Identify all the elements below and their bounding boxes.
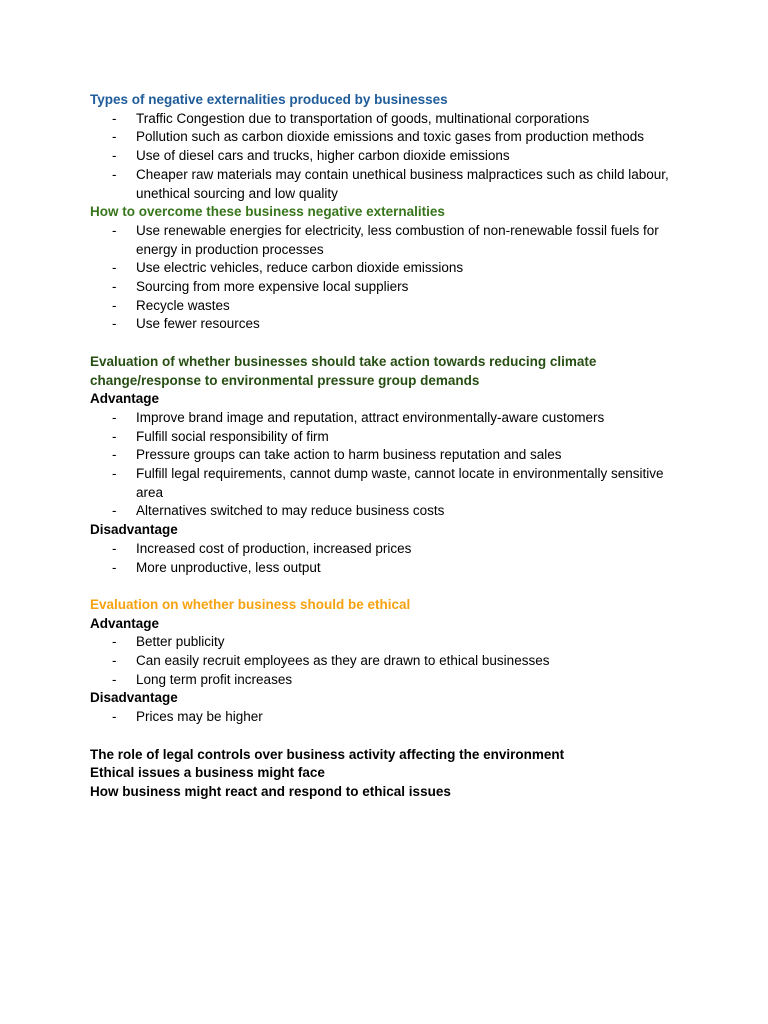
bullet-dash: - [112, 222, 117, 238]
list-item [90, 166, 690, 203]
advantage-label: Advantage [90, 391, 160, 407]
list-item [90, 315, 690, 334]
bullet-dash: - [112, 540, 117, 556]
bullet-dash: - [112, 709, 117, 725]
spacer [90, 727, 690, 746]
list-item-text: Can easily recruit employees as they are drawn to ethical businesses [136, 653, 550, 669]
overcome-externalities-list [90, 222, 690, 334]
list-item [90, 409, 690, 428]
climate-disadvantages-list [90, 540, 690, 577]
bullet-dash: - [112, 260, 117, 276]
bullet-dash: - [112, 110, 117, 126]
bullet-dash: - [112, 316, 117, 332]
ethical-advantages-list [90, 633, 690, 689]
list-item-text: Use fewer resources [136, 316, 260, 332]
list-item [90, 428, 690, 447]
bullet-dash: - [112, 409, 117, 425]
list-item-text: Improve brand image and reputation, attract environmentally-aware customers [136, 409, 605, 425]
list-item [90, 633, 690, 652]
bullet-dash: - [112, 129, 117, 145]
list-item [90, 652, 690, 671]
heading-respond-ethical-issues: How business might react and respond to ethical issues [90, 783, 451, 799]
list-item [90, 259, 690, 278]
bullet-dash: - [112, 634, 117, 650]
list-item [90, 297, 690, 316]
heading-legal-controls: The role of legal controls over business activity affecting the environment [90, 746, 565, 762]
bullet-dash: - [112, 279, 117, 295]
list-item-text: Traffic Congestion due to transportation of goods, multinational corporations [136, 110, 590, 126]
spacer [90, 577, 690, 596]
list-item-text: Use renewable energies for electricity, less combustion of non-renewable fossil fuels for energy in production processes [136, 222, 659, 257]
list-item [90, 128, 690, 147]
bullet-dash: - [112, 428, 117, 444]
section-title-climate-change-evaluation: Evaluation of whether businesses should take action towards reducing climate change/response to environmental pressure group demands [90, 353, 597, 388]
section-title-ethical-evaluation: Evaluation on whether business should be ethical [90, 596, 411, 612]
bullet-dash: - [112, 297, 117, 313]
list-item-text: Cheaper raw materials may contain unethical business malpractices such as child labour, unethical sourcing and low quality [136, 166, 669, 201]
list-item-text: Prices may be higher [136, 709, 263, 725]
list-item [90, 465, 690, 502]
list-item [90, 671, 690, 690]
list-item [90, 502, 690, 521]
list-item [90, 540, 690, 559]
bullet-dash: - [112, 671, 117, 687]
list-item-text: Pollution such as carbon dioxide emissions and toxic gases from production methods [136, 129, 645, 145]
section-title-negative-externalities: Types of negative externalities produced by businesses [90, 92, 448, 107]
ethical-disadvantages-list [90, 708, 690, 727]
list-item [90, 446, 690, 465]
bullet-dash: - [112, 559, 117, 575]
list-item [90, 147, 690, 166]
bullet-dash: - [112, 503, 117, 519]
list-item-text: Recycle wastes [136, 297, 230, 313]
list-item-text: Alternatives switched to may reduce business costs [136, 503, 445, 519]
bullet-dash: - [112, 447, 117, 463]
list-item-text: More unproductive, less output [136, 559, 321, 575]
bullet-dash: - [112, 148, 117, 164]
section-title-overcome-externalities: How to overcome these business negative externalities [90, 204, 445, 220]
list-item-text: Long term profit increases [136, 671, 293, 687]
list-item [90, 708, 690, 727]
heading-ethical-issues: Ethical issues a business might face [90, 765, 325, 781]
list-item-text: Better publicity [136, 634, 225, 650]
disadvantage-label: Disadvantage [90, 522, 178, 538]
list-item [90, 110, 690, 129]
climate-advantages-list [90, 409, 690, 521]
advantage-label: Advantage [90, 615, 160, 631]
list-item-text: Increased cost of production, increased prices [136, 540, 412, 556]
negative-externalities-list [90, 110, 690, 204]
spacer [90, 334, 690, 353]
document-page [90, 91, 690, 802]
list-item-text: Pressure groups can take action to harm business reputation and sales [136, 447, 562, 463]
bullet-dash: - [112, 166, 117, 182]
list-item-text: Use electric vehicles, reduce carbon dioxide emissions [136, 260, 464, 276]
list-item [90, 559, 690, 578]
list-item-text: Use of diesel cars and trucks, higher carbon dioxide emissions [136, 148, 510, 164]
list-item [90, 278, 690, 297]
disadvantage-label: Disadvantage [90, 690, 178, 706]
bullet-dash: - [112, 653, 117, 669]
list-item-text: Sourcing from more expensive local suppliers [136, 279, 409, 295]
list-item-text: Fulfill legal requirements, cannot dump waste, cannot locate in environmentally sensitive area [136, 466, 664, 500]
list-item-text: Fulfill social responsibility of firm [136, 428, 329, 444]
list-item [90, 222, 690, 259]
bullet-dash: - [112, 466, 117, 482]
